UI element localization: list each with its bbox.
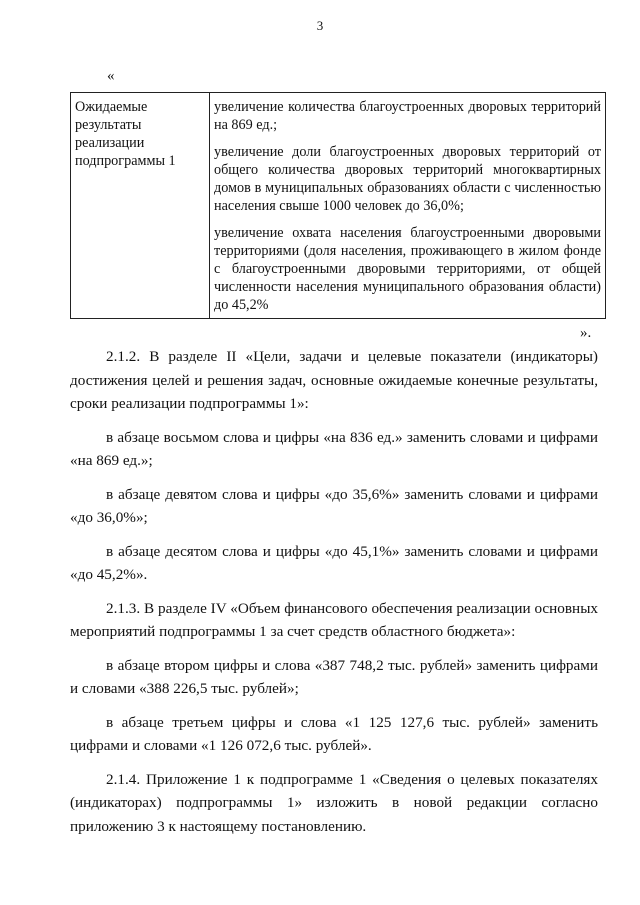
expected-results-table (70, 92, 606, 319)
closing-quote-mark: ». (580, 325, 592, 341)
paragraph-2-1-4: 2.1.4. Приложение 1 к подпрограмме 1 «Сведения о целевых показателях (индикаторах) подпрограммы 1» изложить в новой редакции согласно приложению 3 к настоящему постановлению. (70, 770, 598, 835)
paragraph-abzac-8: в абзаце восьмом слова и цифры «на 836 ед.» заменить словами и цифрами «на 869 ед.»; (70, 428, 598, 469)
paragraph-2-1-3: 2.1.3. В разделе IV «Объем финансового обеспечения реализации основных мероприятий подпрограммы 1 за счет средств областного бюджета»: (70, 599, 598, 640)
opening-quote-mark: « (107, 68, 115, 84)
table-row (71, 93, 606, 319)
paragraph-abzac-2: в абзаце втором цифры и слова «387 748,2 тыс. рублей» заменить цифрами и словами «388 226,5 тыс. рублей»; (70, 656, 598, 697)
page-number: 3 (316, 18, 324, 33)
paragraph-abzac-10: в абзаце десятом слова и цифры «до 45,1%» заменить словами и цифрами «до 45,2%». (70, 542, 598, 583)
table-content-cell (210, 93, 606, 319)
result-entry-1: увеличение количества благоустроенных дворовых территорий на 869 ед.; (214, 99, 601, 133)
paragraph-abzac-3: в абзаце третьем цифры и слова «1 125 127,6 тыс. рублей» заменить цифрами и словами «1 126 072,6 тыс. рублей». (70, 713, 598, 754)
table-label-cell: Ожидаемые результаты реализации подпрограммы 1 (71, 93, 210, 319)
paragraph-2-1-2: 2.1.2. В разделе II «Цели, задачи и целевые показатели (индикаторы) достижения целей и решения задач, основные ожидаемые конечные результаты, сроки реализации подпрограммы 1»: (70, 348, 598, 412)
document-body (70, 345, 598, 848)
result-entry-2: увеличение доли благоустроенных дворовых территорий от общего количества дворовых территорий многоквартирных домов в муниципальных образованиях области с численностью населения свыше 1000 человек до 36,0%; (214, 144, 601, 214)
paragraph-abzac-9: в абзаце девятом слова и цифры «до 35,6%» заменить словами и цифрами «до 36,0%»; (70, 485, 598, 526)
result-entry-3: увеличение охвата населения благоустроенными дворовыми территориями (доля населения, проживающего в жилом фонде с благоустроенными дворовыми территориями, от общей численности населения муниципального образования области) до 45,2% (214, 225, 601, 313)
